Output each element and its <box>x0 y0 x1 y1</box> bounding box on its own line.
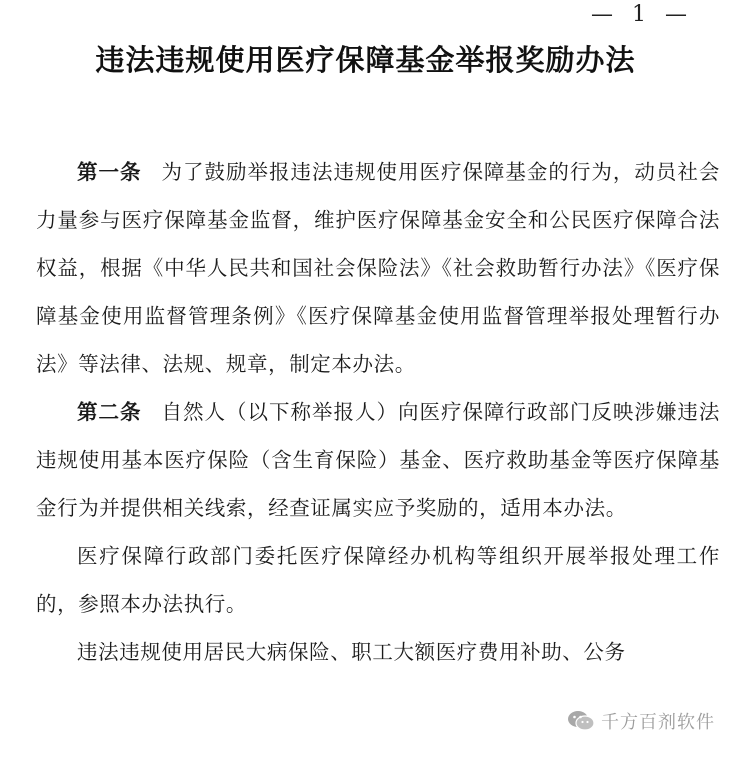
paragraph <box>36 532 720 628</box>
paragraph-text: 医疗保障行政部门委托医疗保障经办机构等组织开展举报处理工作的，参照本办法执行。 <box>36 544 720 616</box>
article-paragraph <box>36 388 720 532</box>
watermark <box>567 708 715 734</box>
document-title: 违法违规使用医疗保障基金举报奖励办法 <box>95 43 636 77</box>
wechat-icon <box>567 710 595 732</box>
watermark-text: 千方百剂软件 <box>601 712 715 733</box>
paragraph <box>36 628 720 676</box>
article-label: 第二条 <box>77 400 142 424</box>
page-number: — 1 — <box>591 2 693 27</box>
document-body <box>36 148 720 676</box>
paragraph-text: 违法违规使用居民大病保险、职工大额医疗费用补助、公务 <box>77 640 626 664</box>
article-paragraph <box>36 148 720 388</box>
article-label: 第一条 <box>77 160 142 184</box>
article-text: 为了鼓励举报违法违规使用医疗保障基金的行为，动员社会力量参与医疗保障基金监督，维护医疗保障基金安全和公民医疗保障合法权益，根据《中华人民共和国社会保险法》《社会救助暂行办法》《医疗保障基金使用监督管理条例》《医疗保障基金使用监督管理举报处理暂行办法》等法律、法规、规章，制定本办法。 <box>36 160 720 376</box>
article-text: 自然人（以下称举报人）向医疗保障行政部门反映涉嫌违法违规使用基本医疗保险（含生育保险）基金、医疗救助基金等医疗保障基金行为并提供相关线索，经查证属实应予奖励的，适用本办法。 <box>36 400 720 520</box>
